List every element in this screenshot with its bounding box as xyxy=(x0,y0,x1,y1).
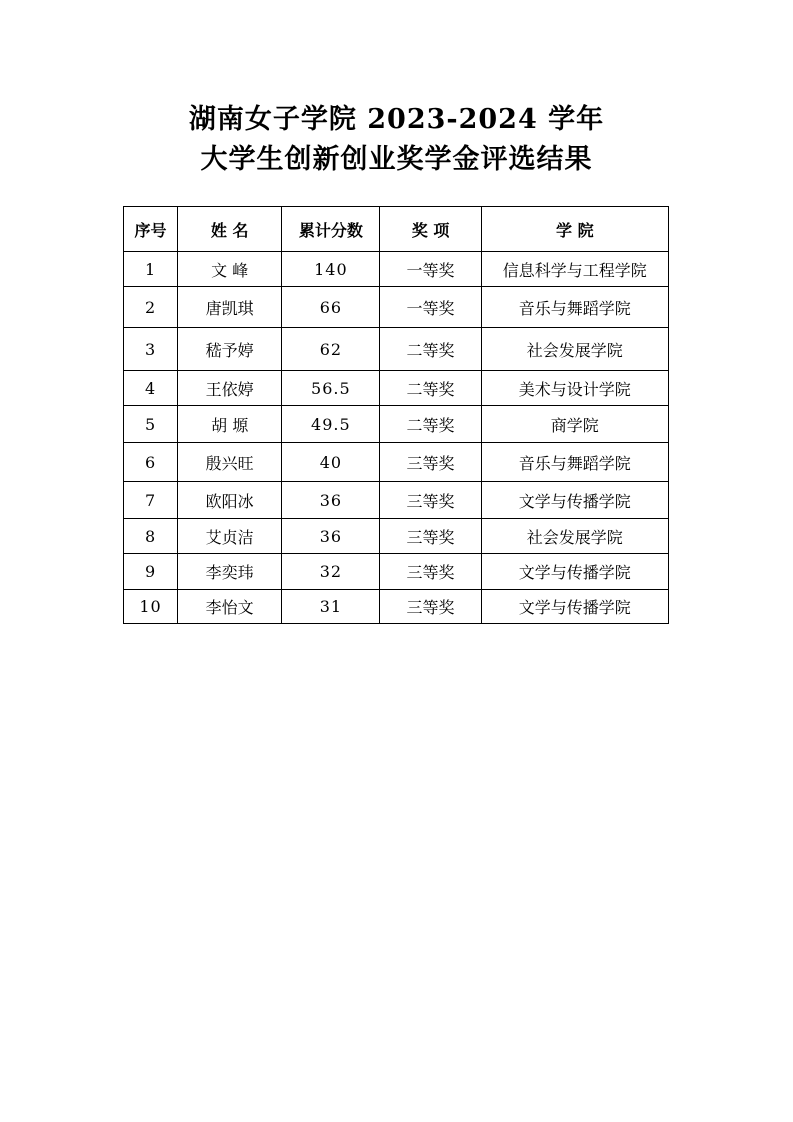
cell-college: 社会发展学院 xyxy=(481,328,668,371)
cell-college: 文学与传播学院 xyxy=(481,482,668,519)
table-row xyxy=(124,443,669,482)
cell-award: 三等奖 xyxy=(380,519,481,554)
header-name: 姓 名 xyxy=(178,207,282,252)
cell-score: 49.5 xyxy=(282,406,380,443)
cell-award: 一等奖 xyxy=(380,252,481,287)
cell-seq: 3 xyxy=(124,328,178,371)
cell-score: 66 xyxy=(282,287,380,328)
title-line-1: 湖南女子学院 2023-2024 学年 xyxy=(188,104,605,135)
table-row xyxy=(124,328,669,371)
cell-score: 40 xyxy=(282,443,380,482)
cell-seq: 4 xyxy=(124,371,178,406)
table-row xyxy=(124,371,669,406)
cell-score: 62 xyxy=(282,328,380,371)
cell-seq: 1 xyxy=(124,252,178,287)
cell-name: 唐凯琪 xyxy=(178,287,282,328)
cell-college: 文学与传播学院 xyxy=(481,554,668,590)
cell-seq: 5 xyxy=(124,406,178,443)
cell-score: 56.5 xyxy=(282,371,380,406)
cell-award: 三等奖 xyxy=(380,554,481,590)
cell-college: 社会发展学院 xyxy=(481,519,668,554)
table-row xyxy=(124,519,669,554)
cell-college: 文学与传播学院 xyxy=(481,590,668,624)
cell-name: 欧阳冰 xyxy=(178,482,282,519)
document-title xyxy=(0,100,793,180)
header-award: 奖 项 xyxy=(380,207,481,252)
cell-score: 36 xyxy=(282,482,380,519)
cell-award: 一等奖 xyxy=(380,287,481,328)
table-header-row xyxy=(124,207,669,252)
cell-college: 美术与设计学院 xyxy=(481,371,668,406)
cell-name: 李奕玮 xyxy=(178,554,282,590)
cell-college: 商学院 xyxy=(481,406,668,443)
table-row xyxy=(124,554,669,590)
cell-award: 二等奖 xyxy=(380,406,481,443)
cell-score: 31 xyxy=(282,590,380,624)
table-row xyxy=(124,482,669,519)
cell-name: 胡 塬 xyxy=(178,406,282,443)
cell-college: 音乐与舞蹈学院 xyxy=(481,443,668,482)
cell-award: 三等奖 xyxy=(380,590,481,624)
header-score: 累计分数 xyxy=(282,207,380,252)
cell-name: 文 峰 xyxy=(178,252,282,287)
cell-seq: 2 xyxy=(124,287,178,328)
table-row xyxy=(124,287,669,328)
cell-award: 二等奖 xyxy=(380,371,481,406)
cell-award: 三等奖 xyxy=(380,443,481,482)
cell-seq: 8 xyxy=(124,519,178,554)
cell-score: 140 xyxy=(282,252,380,287)
cell-name: 艾贞洁 xyxy=(178,519,282,554)
table-row xyxy=(124,590,669,624)
table-row xyxy=(124,252,669,287)
title-line-2: 大学生创新创业奖学金评选结果 xyxy=(200,144,593,175)
cell-score: 36 xyxy=(282,519,380,554)
cell-seq: 6 xyxy=(124,443,178,482)
cell-seq: 10 xyxy=(124,590,178,624)
cell-name: 王依婷 xyxy=(178,371,282,406)
header-college: 学 院 xyxy=(481,207,668,252)
cell-seq: 9 xyxy=(124,554,178,590)
cell-name: 李怡文 xyxy=(178,590,282,624)
table-row xyxy=(124,406,669,443)
cell-college: 音乐与舞蹈学院 xyxy=(481,287,668,328)
cell-award: 二等奖 xyxy=(380,328,481,371)
results-table xyxy=(123,206,669,624)
cell-college: 信息科学与工程学院 xyxy=(481,252,668,287)
header-seq: 序号 xyxy=(124,207,178,252)
cell-name: 殷兴旺 xyxy=(178,443,282,482)
cell-seq: 7 xyxy=(124,482,178,519)
cell-score: 32 xyxy=(282,554,380,590)
cell-name: 嵇予婷 xyxy=(178,328,282,371)
cell-award: 三等奖 xyxy=(380,482,481,519)
